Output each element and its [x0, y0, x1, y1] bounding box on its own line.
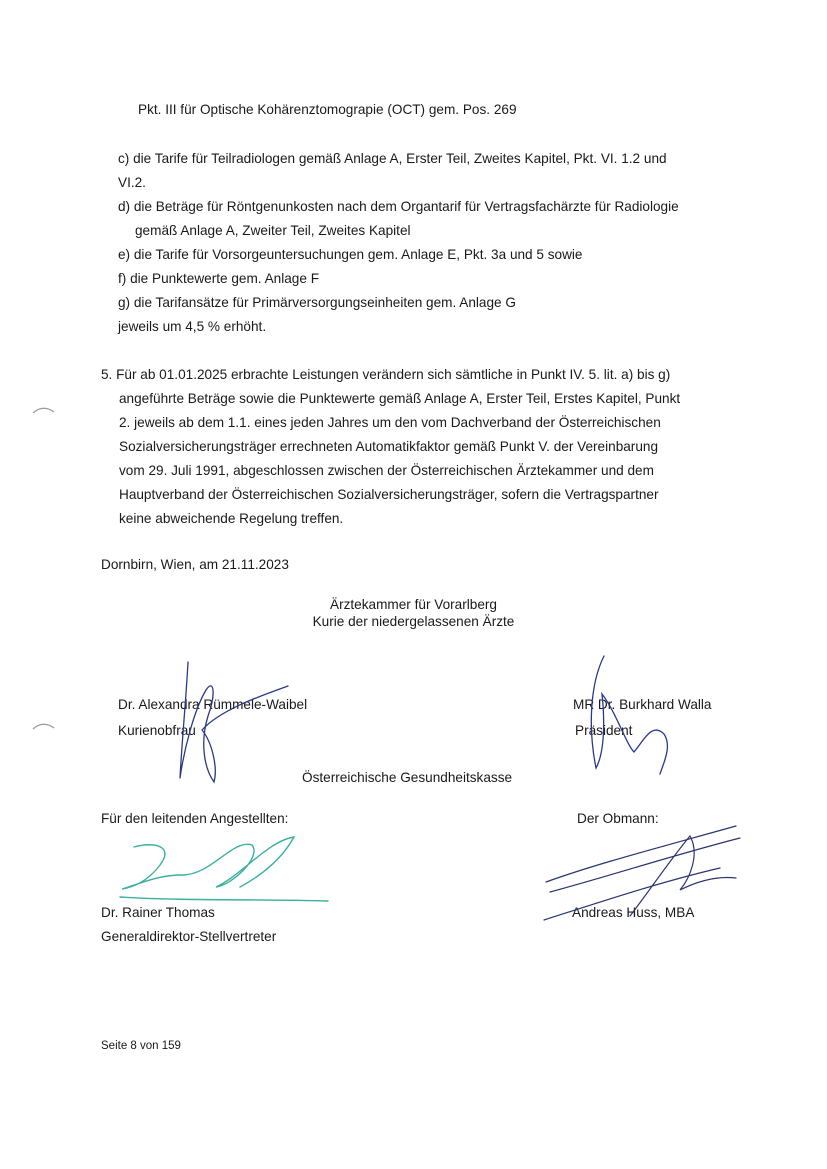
item-d-line2: gemäß Anlage A, Zweiter Teil, Zweites Kapitel	[135, 223, 411, 238]
insurance-name: Österreichische Gesundheitskasse	[302, 770, 513, 785]
chamber-name: Ärztekammer für Vorarlberg	[330, 597, 497, 612]
punch-hole-mark	[30, 718, 56, 732]
signature-left	[160, 650, 310, 790]
left-signatory-role: Kurienobfrau	[118, 723, 196, 738]
point5-line5: vom 29. Juli 1991, abgeschlossen zwischen der Österreichischen Ärztekammer und dem	[119, 463, 654, 478]
signature-employee	[112, 825, 334, 907]
place-date: Dornbirn, Wien, am 21.11.2023	[101, 557, 289, 572]
point5-line1: 5. Für ab 01.01.2025 erbrachte Leistungen verändern sich sämtliche in Punkt IV. 5. lit. a) bis g)	[101, 367, 671, 382]
item-g-line: g) die Tarifansätze für Primärversorgungseinheiten gem. Anlage G	[118, 295, 516, 310]
pkt-iii-line: Pkt. III für Optische Kohärenztomograpie (OCT) gem. Pos. 269	[138, 102, 517, 117]
punch-hole-mark	[30, 402, 56, 416]
right-signatory-name: MR Dr. Burkhard Walla	[573, 697, 712, 712]
point5-line2: angeführte Beträge sowie die Punktewerte gemäß Anlage A, Erster Teil, Erstes Kapitel, Punkt	[119, 391, 681, 406]
point5-line7: keine abweichende Regelung treffen.	[119, 511, 344, 526]
point5-line6: Hauptverband der Österreichischen Sozialversicherungsträger, sofern die Vertragspartner	[119, 487, 659, 502]
chair-label: Der Obmann:	[577, 811, 659, 826]
point5-line3: 2. jeweils ab dem 1.1. eines jeden Jahres um den vom Dachverband der Österreichischen	[119, 415, 661, 430]
item-e-line: e) die Tarife für Vorsorgeuntersuchungen gem. Anlage E, Pkt. 3a und 5 sowie	[118, 247, 583, 262]
item-c-line2: VI.2.	[118, 175, 146, 190]
chair-signatory-name: Andreas Huss, MBA	[572, 905, 695, 920]
item-d-line1: d) die Beträge für Röntgenunkosten nach dem Organtarif für Vertragsfachärzte für Radiologie	[118, 199, 679, 214]
employee-label: Für den leitenden Angestellten:	[101, 811, 289, 826]
right-signatory-role: Präsident	[575, 723, 633, 738]
left-signatory-name: Dr. Alexandra Rümmele-Waibel	[118, 697, 308, 712]
employee-signatory-role: Generaldirektor-Stellvertreter	[101, 929, 277, 944]
item-c-line1: c) die Tarife für Teilradiologen gemäß Anlage A, Erster Teil, Zweites Kapitel, Pkt. VI. 1.2 und	[118, 151, 667, 166]
signature-right	[560, 650, 690, 780]
signature-chair	[540, 820, 746, 924]
point5-line4: Sozialversicherungsträger errechneten Automatikfaktor gemäß Punkt V. der Vereinbarung	[119, 439, 659, 454]
employee-signatory-name: Dr. Rainer Thomas	[101, 905, 215, 920]
chamber-curia: Kurie der niedergelassenen Ärzte	[312, 614, 515, 629]
closing-line: jeweils um 4,5 % erhöht.	[118, 319, 267, 334]
item-f-line: f) die Punktewerte gem. Anlage F	[118, 271, 319, 286]
page-number: Seite 8 von 159	[101, 1040, 181, 1052]
